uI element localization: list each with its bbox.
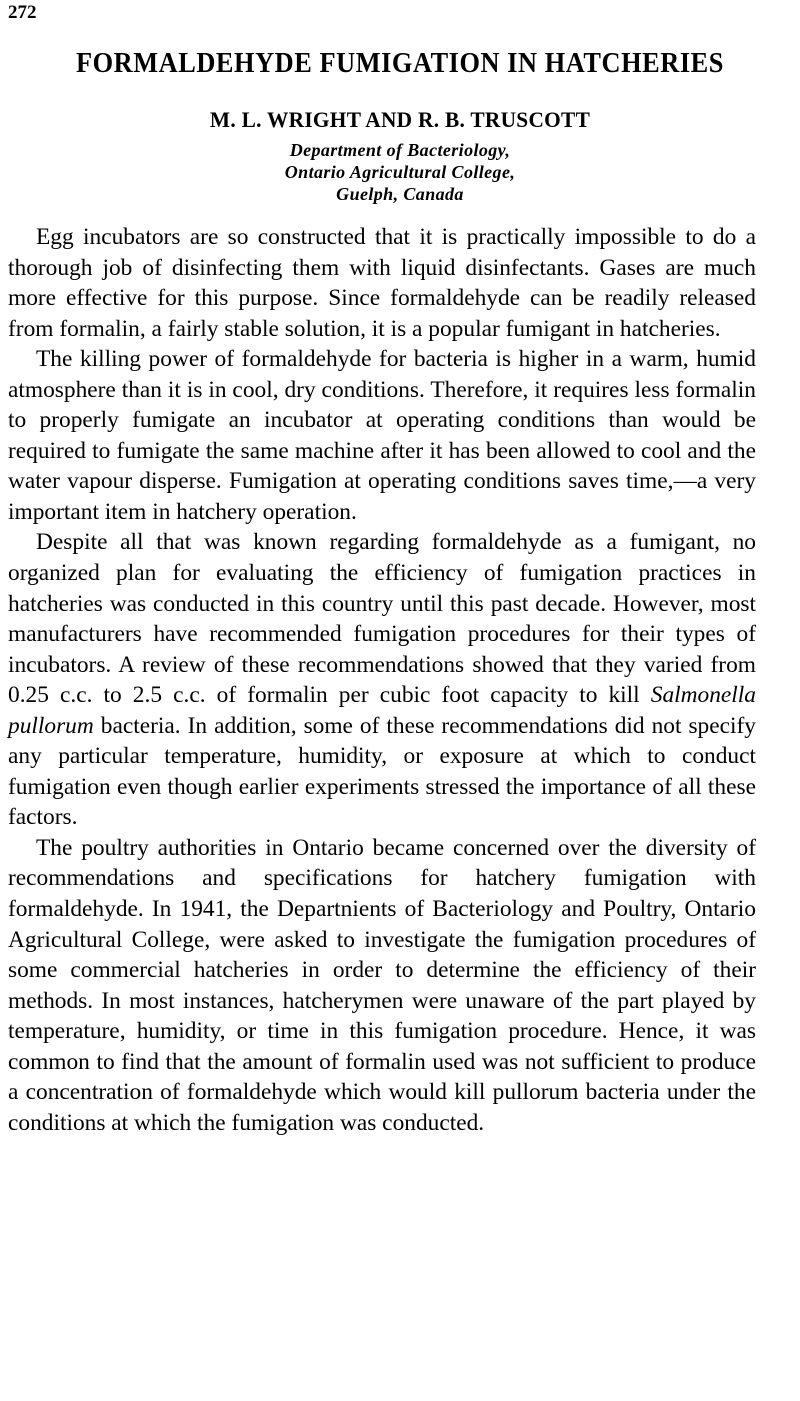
affiliation-line-location: Guelph, Canada bbox=[336, 184, 464, 204]
article-body bbox=[8, 222, 756, 1138]
author-line: M. L. WRIGHT AND R. B. TRUSCOTT bbox=[209, 107, 591, 132]
page-number: 272 bbox=[8, 2, 37, 23]
species-name: Salmonella pullorum bbox=[8, 682, 756, 739]
paragraph: The killing power of formaldehyde for bacteria is higher in a warm, humid atmosphere than it is in cool, dry conditions. Therefore, it requires less formalin to properly fumigate an incubator at operating conditions than would be required to fumigate the same machine after it has been allowed to cool and the water vapour disperse. Fumigation at operating conditions saves time,—a very important item in hatchery operation. bbox=[8, 346, 756, 525]
paragraph: Egg incubators are so constructed that it is practically impossible to do a thorough job of disinfecting them with liquid disinfectants. Gases are much more effective for this purpose. Since formaldehyde can be readily released from formalin, a fairly stable solution, it is a popular fumigant in hatcheries. bbox=[8, 224, 756, 342]
page-title: FORMALDEHYDE FUMIGATION IN HATCHERIES bbox=[76, 48, 724, 79]
affiliation-line-institution: Ontario Agricultural College, bbox=[284, 162, 516, 182]
affiliation-line-department: Department of Bacteriology, bbox=[289, 140, 511, 160]
paragraph: The poultry authorities in Ontario became concerned over the diversity of recommendations and specifications for hatchery fumigation with formaldehyde. In 1941, the Departnients of Bacteriology and Poultry, Ontario Agricultural College, were asked to investigate the fumigation procedures of some commercial hatcheries in order to determine the efficiency of their methods. In most instances, hatcherymen were unaware of the part played by temperature, humidity, or time in this fumigation procedure. Hence, it was common to find that the amount of formalin used was not sufficient to produce a concentration of formaldehyde which would kill pullorum bacteria under the conditions at which the fumigation was conducted. bbox=[8, 834, 756, 1136]
paragraph: Despite all that was known regarding formaldehyde as a fumigant, no organized plan for evaluating the efficiency of fumigation practices in hatcheries was conducted in this country until this past decade. However, most manufacturers have recommended fumigation procedures for their types of incubators. A review of these recommendations showed that they varied from 0.25 c.c. to 2.5 c.c. of formalin per cubic foot capacity to kill Salmonella pullorum bacteria. In addition, some of these recommendations did not specify any particular temperature, humidity, or exposure at which to conduct fumigation even though earlier experiments stressed the importance of all these factors. bbox=[8, 529, 756, 831]
affiliation-block bbox=[0, 139, 800, 205]
